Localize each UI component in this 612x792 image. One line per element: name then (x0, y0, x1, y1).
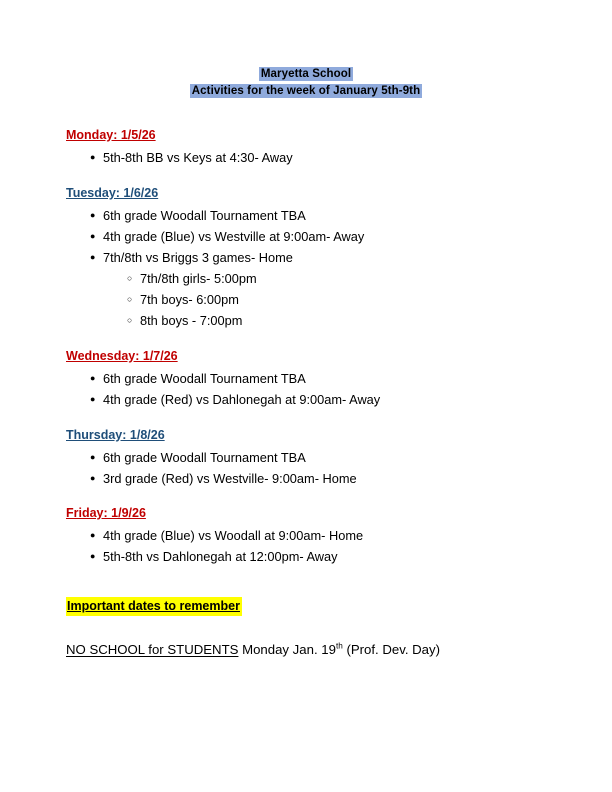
sub-list-item: ○ 8th boys - 7:00pm (66, 310, 566, 331)
list-item: ● 4th grade (Red) vs Dahlonegah at 9:00am- Away (66, 389, 566, 410)
no-school-label: NO SCHOOL for STUDENTS (66, 642, 239, 657)
day-section-friday (66, 504, 566, 567)
important-dates-heading-text: Important dates to remember (66, 597, 242, 616)
activity-list-wednesday (66, 368, 566, 410)
list-item: ● 6th grade Woodall Tournament TBA (66, 447, 566, 468)
list-item: ● 7th/8th vs Briggs 3 games- Home (66, 247, 566, 268)
day-heading-wednesday: Wednesday: 1/7/26 (66, 349, 178, 363)
list-item: ● 5th-8th BB vs Keys at 4:30- Away (66, 147, 566, 168)
activity-list-tuesday (66, 205, 566, 268)
list-item: ● 6th grade Woodall Tournament TBA (66, 368, 566, 389)
no-school-date: Monday Jan. 19 (238, 642, 336, 657)
important-dates-section (66, 597, 566, 616)
title-line-subtitle (0, 83, 612, 100)
title-line-school-text: Maryetta School (260, 68, 352, 80)
activity-list-friday (66, 525, 566, 567)
weekly-schedule (66, 126, 566, 583)
activity-list-thursday (66, 447, 566, 489)
day-section-monday (66, 126, 566, 168)
title-line-subtitle-text: Activities for the week of January 5th-9th (191, 85, 421, 97)
activity-list-monday (66, 147, 566, 168)
ordinal-suffix: th (335, 641, 343, 651)
day-section-tuesday (66, 184, 566, 331)
list-item: ● 4th grade (Blue) vs Westville at 9:00am- Away (66, 226, 566, 247)
list-item: ● 5th-8th vs Dahlonegah at 12:00pm- Away (66, 546, 566, 567)
no-school-notice (66, 640, 586, 659)
day-heading-monday: Monday: 1/5/26 (66, 128, 156, 142)
day-section-wednesday (66, 347, 566, 410)
no-school-reason: (Prof. Dev. Day) (342, 642, 440, 657)
sub-list-item: ○ 7th boys- 6:00pm (66, 289, 566, 310)
title-line-school (0, 66, 612, 83)
list-item: ● 4th grade (Blue) vs Woodall at 9:00am- Home (66, 525, 566, 546)
important-dates-heading (66, 597, 566, 616)
activity-sublist-tuesday (66, 268, 566, 331)
day-heading-thursday: Thursday: 1/8/26 (66, 428, 165, 442)
day-section-thursday (66, 426, 566, 489)
list-item: ● 3rd grade (Red) vs Westville- 9:00am- Home (66, 468, 566, 489)
sub-list-item: ○ 7th/8th girls- 5:00pm (66, 268, 566, 289)
day-heading-tuesday: Tuesday: 1/6/26 (66, 186, 159, 200)
list-item: ● 6th grade Woodall Tournament TBA (66, 205, 566, 226)
document-title (0, 66, 612, 100)
day-heading-friday: Friday: 1/9/26 (66, 506, 146, 520)
